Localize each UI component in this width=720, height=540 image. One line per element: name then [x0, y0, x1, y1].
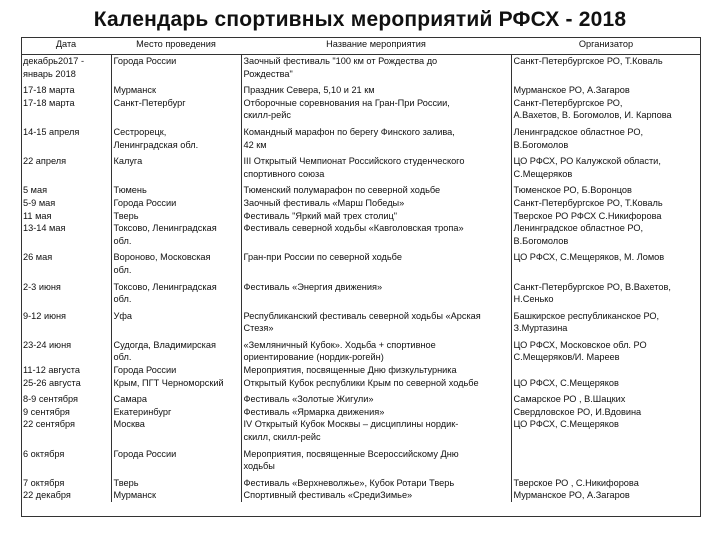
place-cell: Мурманск Санкт-Петербург [111, 80, 241, 122]
place-cell: Токсово, Ленинградская обл. [111, 222, 241, 247]
organizer-cell: Самарское РО , В.Шацких Свердловское РО, И.Вдовина ЦО РФСХ, С.Мещеряков [511, 389, 701, 443]
place-cell: Сестрорецк, Ленинградская обл. [111, 122, 241, 151]
organizer-cell: Башкирское республиканское РО, З.Муртазина [511, 306, 701, 335]
organizer-cell: Санкт-Петербургское РО, В.Вахетов, Н.Сенько [511, 277, 701, 306]
table-row [21, 364, 701, 389]
date-cell: 2-3 июня [23, 281, 61, 292]
event-cell: III Открытый Чемпионат Российского студенческого спортивного союза [241, 151, 511, 180]
table-row [21, 444, 701, 473]
organizer-cell: ЦО РФСХ, С.Мещеряков [511, 364, 701, 389]
event-cell: Фестиваль северной ходьбы «Кавголовская тропа» [241, 222, 511, 247]
date-cell: 5 мая [23, 185, 48, 196]
table-row [21, 306, 701, 335]
column-header-place: Место проведения [111, 37, 241, 55]
event-cell: Тюменский полумарафон по северной ходьбе [241, 180, 511, 197]
column-header-organizer: Организатор [511, 37, 701, 55]
place-cell: Токсово, Ленинградская обл. [111, 277, 241, 306]
table-row [21, 222, 701, 247]
organizer-cell: Санкт-Петербургское РО, Т.Коваль [511, 55, 701, 81]
place-cell: Калуга [111, 151, 241, 180]
date-cell: декабрь2017 - январь 2018 [23, 56, 85, 79]
event-cell: Командный марафон по берегу Финского залива, 42 км [241, 122, 511, 151]
table-row [21, 247, 701, 276]
date-cell: 17-18 марта 17-18 марта [23, 85, 75, 108]
place-cell: Вороново, Московская обл. [111, 247, 241, 276]
date-cell: 5-9 мая [23, 197, 56, 208]
column-header-date: Дата [21, 37, 111, 55]
table-row [21, 277, 701, 306]
organizer-cell: Тюменское РО, Б.Воронцов [511, 180, 701, 197]
place-cell: Города России [111, 55, 241, 81]
date-cell: 14-15 апреля [23, 126, 80, 137]
date-cell: 22 апреля [23, 156, 67, 167]
place-cell: Самара Екатеринбург Москва [111, 389, 241, 443]
event-cell: Заочный фестиваль «Марш Победы» [241, 197, 511, 210]
date-cell: 11-12 августа 25-26 августа [23, 365, 81, 388]
event-cell: Фестиваль «Золотые Жигули» Фестиваль «Ярмарка движения» IV Открытый Кубок Москвы – дисциплины нордик- скилл, скилл-рейс [241, 389, 511, 443]
place-cell: Города России [111, 197, 241, 210]
table-row [21, 389, 701, 443]
date-cell: 6 октября [23, 448, 65, 459]
table-row [21, 473, 701, 502]
table-row [21, 55, 701, 81]
event-cell: Праздник Севера, 5,10 и 21 км Отборочные соревнования на Гран-При России, скилл-рейс [241, 80, 511, 122]
event-cell: Мероприятия, посвященные Всероссийскому Дню ходьбы [241, 444, 511, 473]
event-cell: Мероприятия, посвященные Дню физкультурника Открытый Кубок республики Крым по северной ходьбе [241, 364, 511, 389]
event-cell: Фестиваль "Яркий май трех столиц" [241, 210, 511, 223]
organizer-cell: Мурманское РО, А.Загаров Санкт-Петербургское РО, А.Вахетов, В. Богомолов, И. Карпова [511, 80, 701, 122]
organizer-cell: ЦО РФСХ, С.Мещеряков, М. Ломов [511, 247, 701, 276]
organizer-cell: Тверское РО , С.Никифорова Мурманское РО, А.Загаров [511, 473, 701, 502]
event-cell: Гран-при России по северной ходьбе [241, 247, 511, 276]
organizer-cell: Санкт-Петербургское РО, Т.Коваль [511, 197, 701, 210]
date-cell: 8-9 сентября 9 сентября 22 сентября [23, 394, 79, 430]
event-cell: Заочный фестиваль "100 км от Рождества до Рождества" [241, 55, 511, 81]
organizer-cell: Тверское РО РФСХ С.Никифорова [511, 210, 701, 223]
table-row [21, 335, 701, 364]
place-cell: Тюмень [111, 180, 241, 197]
organizer-cell: ЦО РФСХ, Московское обл. РО С.Мещеряков/И. Мареев [511, 335, 701, 364]
event-cell: «Земляничный Кубок». Ходьба + спортивное ориентирование (нордик-рогейн) [241, 335, 511, 364]
table-header-row [21, 37, 701, 55]
table-row [21, 122, 701, 151]
organizer-cell: Ленинградское областное РО, В.Богомолов [511, 122, 701, 151]
page-title: Календарь спортивных мероприятий РФСХ - 2018 [93, 8, 627, 31]
table-body [21, 55, 701, 503]
place-cell: Города России Крым, ПГТ Черноморский [111, 364, 241, 389]
table-row [21, 151, 701, 180]
organizer-cell: Ленинградское областное РО, В.Богомолов [511, 222, 701, 247]
date-cell: 23-24 июня [23, 339, 72, 350]
date-cell: 9-12 июня [23, 310, 67, 321]
event-cell: Фестиваль «Верхневолжье», Кубок Ротари Тверь Спортивный фестиваль «СредиЗимье» [241, 473, 511, 502]
table-row [21, 80, 701, 122]
place-cell: Уфа [111, 306, 241, 335]
organizer-cell: ЦО РФСХ, РО Калужской области, С.Мещеряков [511, 151, 701, 180]
organizer-cell [511, 444, 701, 473]
events-table [21, 37, 701, 502]
date-cell: 11 мая [23, 210, 52, 221]
table-row [21, 197, 701, 210]
place-cell: Судогда, Владимирская обл. [111, 335, 241, 364]
column-header-event: Название мероприятия [241, 37, 511, 55]
date-cell: 13-14 мая [23, 223, 66, 234]
event-cell: Республиканский фестиваль северной ходьбы «Арская Стезя» [241, 306, 511, 335]
place-cell: Тверь [111, 210, 241, 223]
table-row [21, 180, 701, 197]
place-cell: Города России [111, 444, 241, 473]
date-cell: 26 мая [23, 252, 53, 263]
event-cell: Фестиваль «Энергия движения» [241, 277, 511, 306]
place-cell: Тверь Мурманск [111, 473, 241, 502]
table-row [21, 210, 701, 223]
date-cell: 7 октября 22 декабря [23, 477, 71, 501]
